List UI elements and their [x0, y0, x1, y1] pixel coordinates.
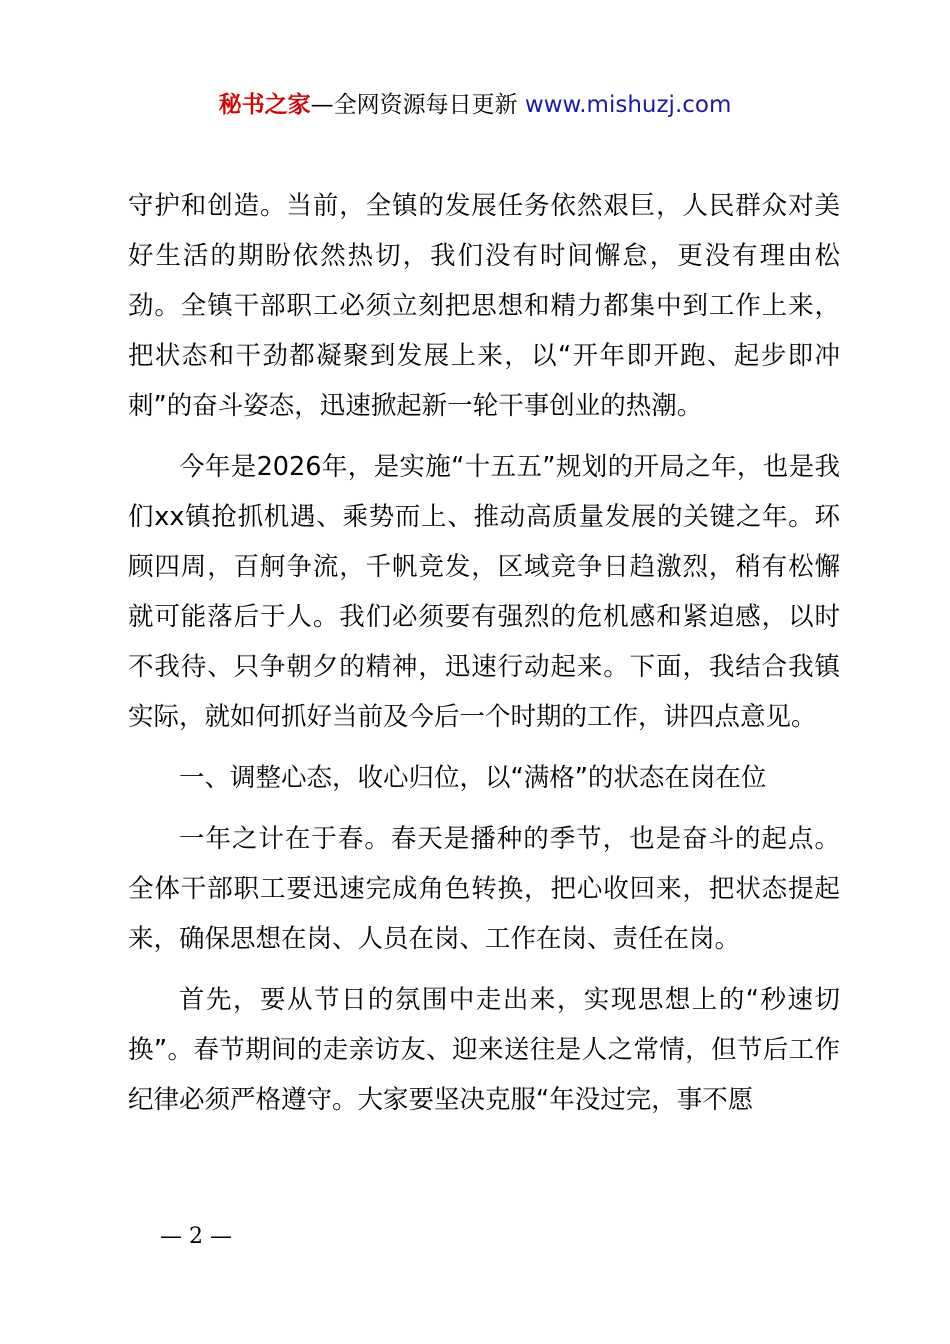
document-body — [128, 181, 840, 1136]
paragraph: 首先，要从节日的氛围中走出来，实现思想上的“秒速切换”。春节期间的走亲访友、迎来送往是人之常情，但节后工作纪律必须严格遵守。大家要坚决克服“年没过完，事不愿 — [128, 985, 840, 1115]
page-number: — 2 — — [160, 1224, 232, 1249]
paragraph: 今年是2026年，是实施“十五五”规划的开局之年，也是我们xx镇抢抓机遇、乘势而上、推动高质量发展的关键之年。环顾四周，百舸争流，千帆竞发，区域竞争日趋激烈，稍有松懈就可能落后于人。我们必须要有强烈的危机感和紧迫感，以时不我待、只争朝夕的精神，迅速行动起来。下面，我结合我镇实际，就如何抓好当前及今后一个时期的工作，讲四点意见。 — [128, 452, 840, 732]
site-header — [0, 88, 950, 122]
header-tagline: —全网资源每日更新 — [310, 92, 518, 118]
site-url-link[interactable]: www.mishuzj.com — [524, 92, 732, 118]
paragraph-continuation: 守护和创造。当前，全镇的发展任务依然艰巨，人民群众对美好生活的期盼依然热切，我们没有时间懈怠，更没有理由松劲。全镇干部职工必须立刻把思想和精力都集中到工作上来，把状态和干劲都凝聚到发展上来，以“开年即开跑、起步即冲刺”的奋斗姿态，迅速掀起新一轮干事创业的热潮。 — [128, 191, 840, 421]
brand-name: 秘书之家 — [218, 92, 311, 118]
paragraph: 一年之计在于春。春天是播种的季节，也是奋斗的起点。全体干部职工要迅速完成角色转换，把心收回来，把状态提起来，确保思想在岗、人员在岗、工作在岗、责任在岗。 — [128, 824, 840, 954]
section-heading: 一、调整心态，收心归位，以“满格”的状态在岗在位 — [179, 763, 767, 793]
